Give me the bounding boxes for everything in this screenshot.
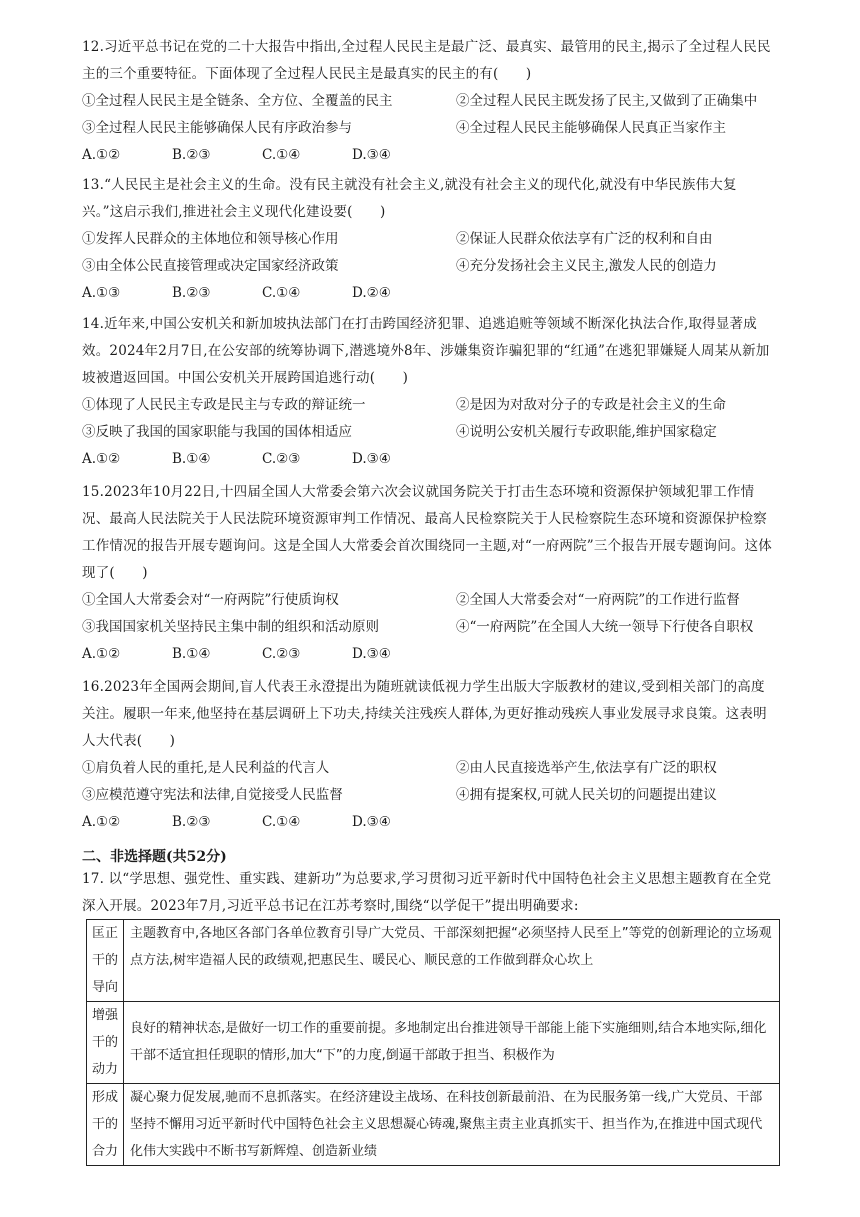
option-list	[82, 392, 778, 446]
answer-b: B.②③	[172, 814, 211, 830]
question-12	[82, 34, 778, 169]
answer-d: D.③④	[352, 646, 391, 662]
option-4: ④拥有提案权,可就人民关切的问题提出建议	[456, 787, 717, 803]
option-list	[82, 755, 778, 809]
answer-c: C.①④	[262, 814, 301, 830]
answer-a: A.①②	[82, 451, 121, 467]
question-stem: 17. 以“学思想、强党性、重实践、建新功”为总要求,学习贯彻习近平新时代中国特色社会主义思想主题教育在全党深入开展。2023年7月,习近平总书记在江苏考察时,围绕“以学促干”提出明确要求:	[82, 871, 772, 914]
answer-c: C.②③	[262, 451, 301, 467]
answer-choices	[82, 142, 778, 169]
answer-a: A.①②	[82, 646, 121, 662]
answer-b: B.①④	[172, 451, 211, 467]
option-1: ①全过程人民民主是全链条、全方位、全覆盖的民主	[82, 93, 393, 109]
answer-d: D.②④	[352, 285, 391, 301]
table-row	[87, 1084, 780, 1166]
answer-choices	[82, 809, 778, 836]
answer-c: C.①④	[262, 285, 301, 301]
material-table	[86, 919, 780, 1166]
option-3: ③应模范遵守宪法和法律,自觉接受人民监督	[82, 787, 343, 803]
answer-d: D.③④	[352, 147, 391, 163]
question-15	[82, 479, 778, 668]
question-13	[82, 172, 778, 307]
option-list	[82, 587, 778, 641]
option-3: ③反映了我国的国家职能与我国的国体相适应	[82, 424, 352, 440]
table-row	[87, 920, 780, 1002]
question-14	[82, 311, 778, 473]
option-4: ④全过程人民民主能够确保人民真正当家作主	[456, 120, 726, 136]
option-3: ③由全体公民直接管理或决定国家经济政策	[82, 258, 339, 274]
answer-a: A.①②	[82, 147, 121, 163]
answer-a: A.①③	[82, 285, 121, 301]
answer-b: B.②③	[172, 285, 211, 301]
answer-d: D.③④	[352, 814, 391, 830]
answer-c: C.①④	[262, 147, 301, 163]
question-stem: 12.习近平总书记在党的二十大报告中指出,全过程人民民主是最广泛、最真实、最管用的民主,揭示了全过程人民民主的三个重要特征。下面体现了全过程人民民主是最真实的民主的有( )	[82, 39, 771, 82]
answer-choices	[82, 446, 778, 473]
option-2: ②保证人民群众依法享有广泛的权利和自由	[456, 231, 713, 247]
answer-choices	[82, 641, 778, 668]
answer-b: B.①④	[172, 646, 211, 662]
option-1: ①全国人大常委会对“一府两院”行使质询权	[82, 592, 339, 608]
answer-d: D.③④	[352, 451, 391, 467]
option-3: ③我国国家机关坚持民主集中制的组织和活动原则	[82, 619, 379, 635]
option-1: ①肩负着人民的重托,是人民利益的代言人	[82, 760, 330, 776]
section-title: 二、非选择题(共52分)	[82, 849, 227, 865]
option-1: ①体现了人民民主专政是民主与专政的辩证统一	[82, 397, 366, 413]
answer-a: A.①②	[82, 814, 121, 830]
question-stem: 16.2023年全国两会期间,盲人代表王永澄提出为随班就读低视力学生出版大字版教材的建议,受到相关部门的高度关注。履职一年来,他坚持在基层调研上下功夫,持续关注残疾人群体,为更好推动残疾人事业发展寻求良策。这表明人大代表( )	[82, 679, 767, 749]
option-2: ②全国人大常委会对“一府两院”的工作进行监督	[456, 592, 740, 608]
row-header: 匡正干的导向	[87, 920, 124, 1002]
option-list	[82, 226, 778, 280]
option-2: ②是因为对敌对分子的专政是社会主义的生命	[456, 397, 726, 413]
row-content: 主题教育中,各地区各部门各单位教育引导广大党员、干部深刻把握“必须坚持人民至上”等党的创新理论的立场观点方法,树牢造福人民的政绩观,把惠民生、暖民心、顺民意的工作做到群众心坎上	[124, 920, 780, 1002]
question-16	[82, 674, 778, 836]
question-stem: 14.近年来,中国公安机关和新加坡执法部门在打击跨国经济犯罪、追逃追赃等领域不断深化执法合作,取得显著成效。2024年2月7日,在公安部的统筹协调下,潜逃境外8年、涉嫌集资诈骗犯罪的“红通”在逃犯罪嫌疑人周某从新加坡被遣返回国。中国公安机关开展跨国追逃行动( )	[82, 316, 770, 386]
answer-choices	[82, 280, 778, 307]
question-stem: 15.2023年10月22日,十四届全国人大常委会第六次会议就国务院关于打击生态环境和资源保护领域犯罪工作情况、最高人民法院关于人民法院环境资源审判工作情况、最高人民检察院关于人民检察院生态环境和资源保护检察工作情况的报告开展专题询问。这是全国人大常委会首次围绕同一主题,对“一府两院”三个报告开展专题询问。这体现了( )	[82, 484, 772, 581]
question-stem: 13.“人民民主是社会主义的生命。没有民主就没有社会主义,就没有社会主义的现代化,就没有中华民族伟大复兴。”这启示我们,推进社会主义现代化建设要( )	[82, 177, 737, 220]
question-17	[82, 866, 778, 920]
option-4: ④“一府两院”在全国人大统一领导下行使各自职权	[456, 619, 754, 635]
answer-b: B.②③	[172, 147, 211, 163]
answer-c: C.②③	[262, 646, 301, 662]
option-3: ③全过程人民民主能够确保人民有序政治参与	[82, 120, 352, 136]
option-4: ④充分发扬社会主义民主,激发人民的创造力	[456, 258, 717, 274]
row-content: 良好的精神状态,是做好一切工作的重要前提。多地制定出台推进领导干部能上能下实施细则,结合本地实际,细化干部不适宜担任现职的情形,加大“下”的力度,倒逼干部敢于担当、积极作为	[124, 1002, 780, 1084]
option-4: ④说明公安机关履行专政职能,维护国家稳定	[456, 424, 717, 440]
option-2: ②全过程人民民主既发扬了民主,又做到了正确集中	[456, 93, 758, 109]
row-header: 增强干的动力	[87, 1002, 124, 1084]
option-2: ②由人民直接选举产生,依法享有广泛的职权	[456, 760, 717, 776]
table-row	[87, 1002, 780, 1084]
row-content: 凝心聚力促发展,驰而不息抓落实。在经济建设主战场、在科技创新最前沿、在为民服务第一线,广大党员、干部坚持不懈用习近平新时代中国特色社会主义思想凝心铸魂,聚焦主责主业真抓实干、担当作为,在推进中国式现代化伟大实践中不断书写新辉煌、创造新业绩	[124, 1084, 780, 1166]
row-header: 形成干的合力	[87, 1084, 124, 1166]
option-list	[82, 88, 778, 142]
option-1: ①发挥人民群众的主体地位和领导核心作用	[82, 231, 339, 247]
